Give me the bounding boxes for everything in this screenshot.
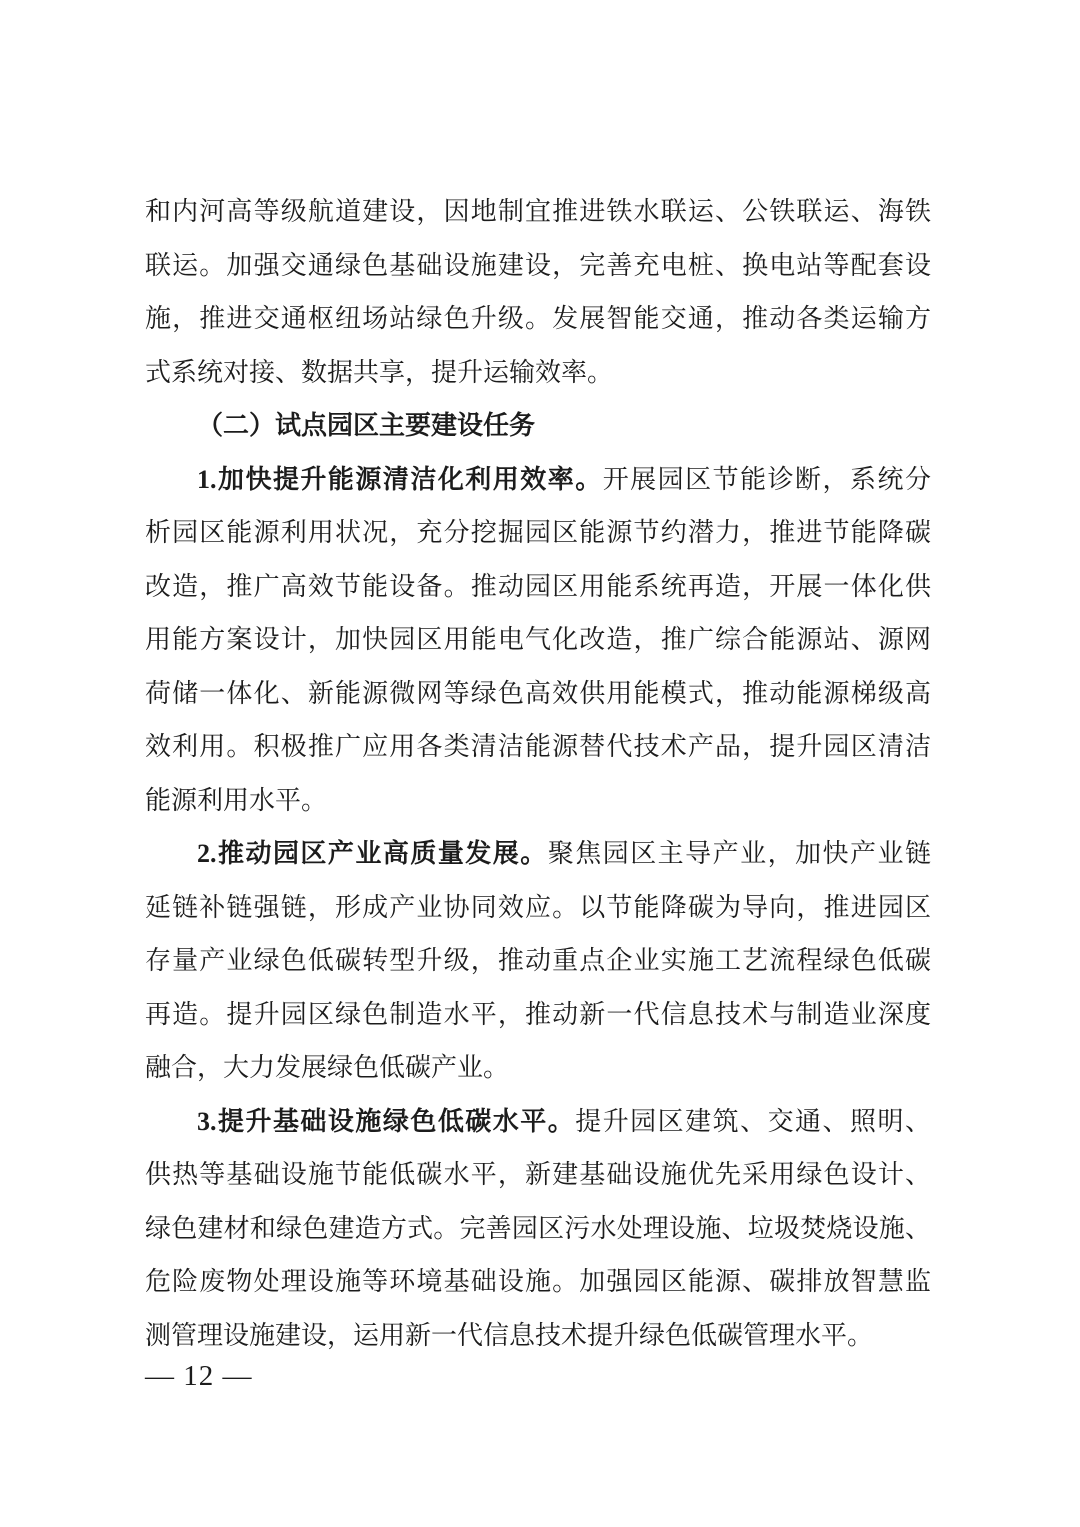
body-text: 聚焦园区主导产业，加快产业链 <box>547 839 931 868</box>
section-heading <box>145 399 931 453</box>
body-text: 绿色建材和绿色建造方式。完善园区污水处理设施、垃圾焚烧设施、 <box>145 1213 931 1243</box>
text-line <box>145 934 931 988</box>
body-text: 提升园区建筑、交通、照明、 <box>575 1106 931 1136</box>
emphasis-text: 2.推动园区产业高质量发展。 <box>197 839 548 868</box>
text-line <box>145 613 931 667</box>
body-text: 析园区能源利用状况，充分挖掘园区能源节约潜力，推进节能降碳 <box>145 518 931 547</box>
body-text: 延链补链强链，形成产业协同效应。以节能降碳为导向，推进园区 <box>145 892 931 922</box>
text-line <box>145 453 931 507</box>
text-line <box>145 506 931 560</box>
text-line <box>145 881 931 935</box>
body-text: 供热等基础设施节能低碳水平，新建基础设施优先采用绿色设计、 <box>145 1160 931 1189</box>
document-body <box>145 185 931 1362</box>
body-text: 和内河高等级航道建设，因地制宜推进铁水联运、公铁联运、海铁 <box>145 197 931 226</box>
body-text: 用能方案设计，加快园区用能电气化改造，推广综合能源站、源网 <box>145 625 931 654</box>
body-text: 荷储一体化、新能源微网等绿色高效供用能模式，推动能源梯级高 <box>145 678 931 708</box>
text-line <box>145 239 931 293</box>
text-line <box>145 827 931 881</box>
text-line <box>145 1255 931 1309</box>
text-line <box>145 292 931 346</box>
text-line <box>145 1041 931 1095</box>
text-line <box>145 720 931 774</box>
body-text: 联运。加强交通绿色基础设施建设，完善充电桩、换电站等配套设 <box>145 250 931 280</box>
body-text: 存量产业绿色低碳转型升级，推动重点企业实施工艺流程绿色低碳 <box>145 946 931 975</box>
text-line <box>145 1202 931 1256</box>
body-text: 危险废物处理设施等环境基础设施。加强园区能源、碳排放智慧监 <box>145 1267 931 1296</box>
text-line <box>145 560 931 614</box>
emphasis-text: 3.提升基础设施绿色低碳水平。 <box>197 1106 576 1136</box>
text-line <box>145 1095 931 1149</box>
text-line <box>145 1309 931 1363</box>
body-text: 效利用。积极推广应用各类清洁能源替代技术产品，提升园区清洁 <box>145 732 931 761</box>
body-text: 改造，推广高效节能设备。推动园区用能系统再造，开展一体化供 <box>145 571 931 601</box>
emphasis-text: 1.加快提升能源清洁化利用效率。 <box>197 464 603 494</box>
text-line <box>145 988 931 1042</box>
body-text: 能源利用水平。 <box>145 785 328 815</box>
text-line <box>145 1148 931 1202</box>
text-line <box>145 185 931 239</box>
body-text: 测管理设施建设，运用新一代信息技术提升绿色低碳管理水平。 <box>145 1320 874 1350</box>
body-text: 融合，大力发展绿色低碳产业。 <box>145 1053 510 1082</box>
body-text: 开展园区节能诊断，系统分 <box>602 464 931 494</box>
text-line <box>145 346 931 400</box>
text-line <box>145 774 931 828</box>
text-line <box>145 667 931 721</box>
body-text: 再造。提升园区绿色制造水平，推动新一代信息技术与制造业深度 <box>145 999 931 1029</box>
emphasis-text: （二）试点园区主要建设任务 <box>197 411 536 440</box>
body-text: 式系统对接、数据共享，提升运输效率。 <box>145 357 614 387</box>
body-text: 施，推进交通枢纽场站绿色升级。发展智能交通，推动各类运输方 <box>145 304 931 333</box>
page-number: — 12 — <box>145 1360 253 1392</box>
